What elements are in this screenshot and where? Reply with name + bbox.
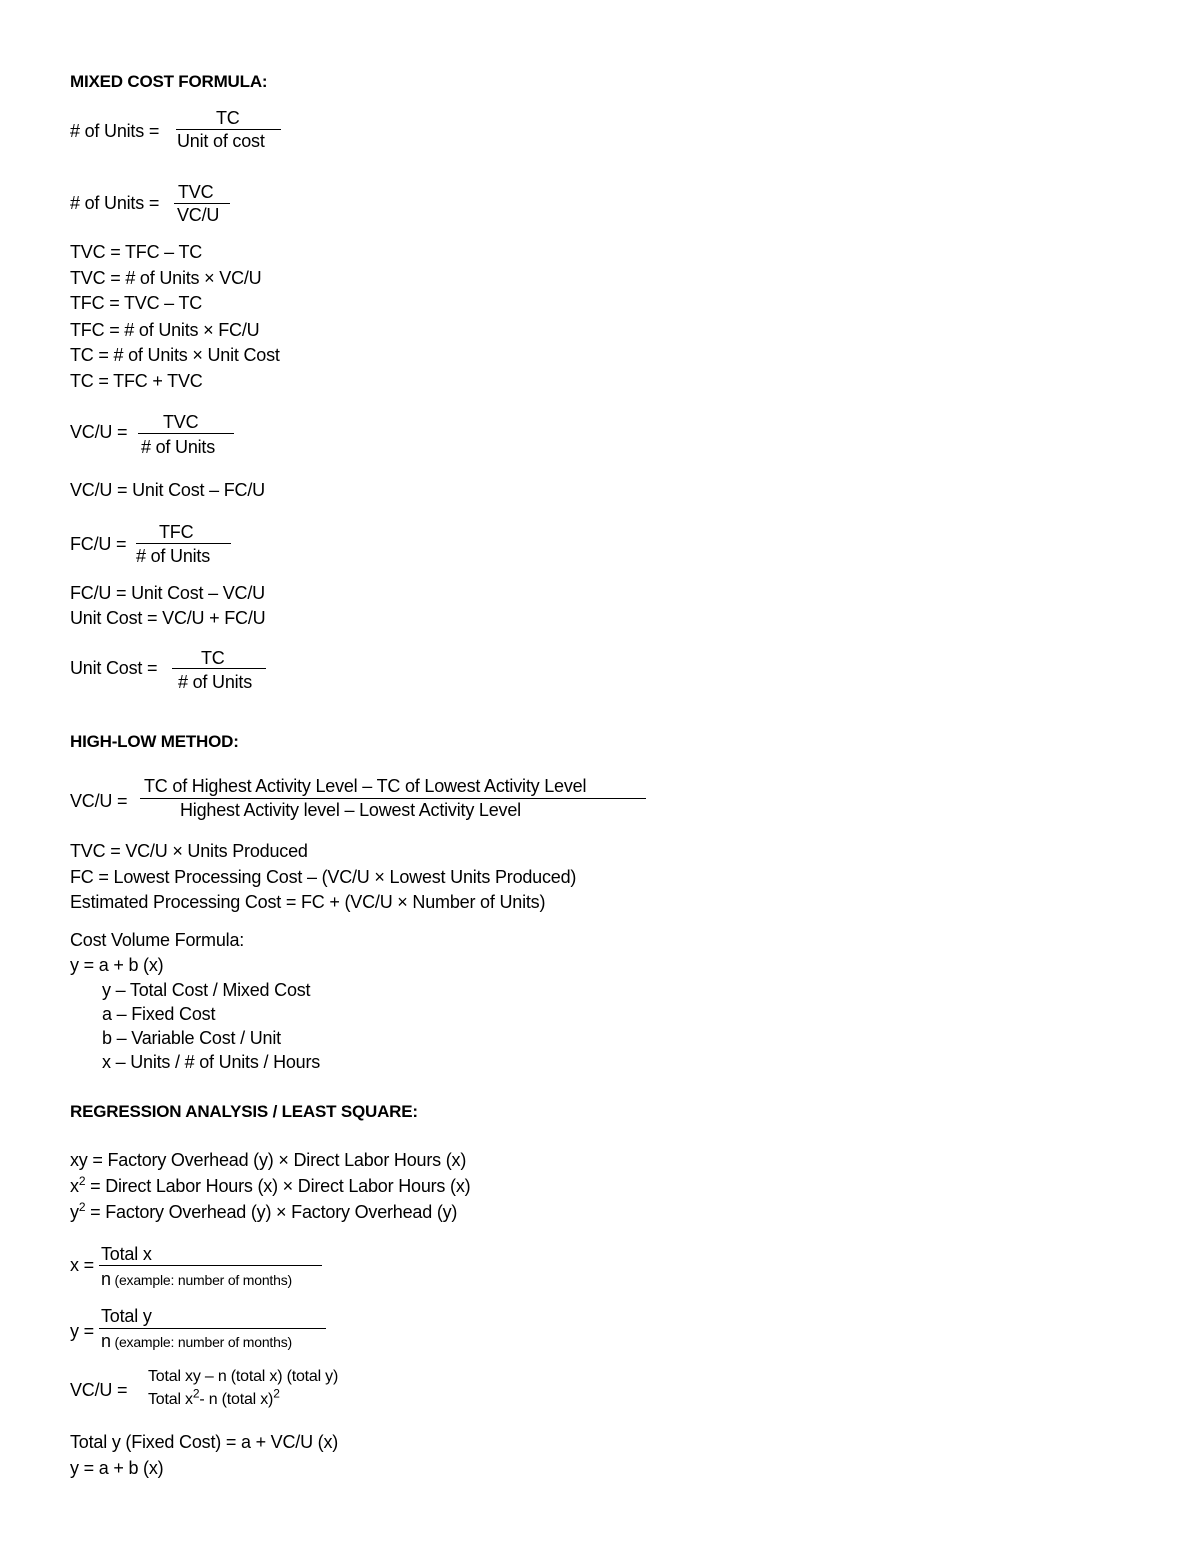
cost-volume-equation: y = a + b (x) <box>70 955 164 975</box>
formula-lhs: VC/U = <box>70 1380 128 1400</box>
formula-numerator: TVC <box>163 412 199 432</box>
formula-numerator: Total x <box>101 1244 152 1264</box>
fraction-bar <box>136 543 231 544</box>
formula-note: (example: number of months) <box>110 1334 292 1350</box>
formula-denominator: # of Units <box>141 437 216 457</box>
formula-denominator: # of Units <box>178 672 253 692</box>
formula-line: TVC = TFC – TC <box>70 242 203 262</box>
formula-line: Total y (Fixed Cost) = a + VC/U (x) <box>70 1432 339 1452</box>
fraction-bar <box>172 668 266 669</box>
formula-line: xy = Factory Overhead (y) × Direct Labor Hours (x) <box>70 1150 467 1170</box>
formula-line: FC/U = Unit Cost – VC/U <box>70 583 265 603</box>
formula-denominator: # of Units <box>136 546 211 566</box>
formula-line: TC = # of Units × Unit Cost <box>70 345 280 365</box>
formula-denominator: Unit of cost <box>177 131 265 151</box>
formula-denominator <box>101 1330 292 1353</box>
formula-lhs: # of Units = <box>70 121 160 141</box>
formula-lhs: Unit Cost = <box>70 658 158 678</box>
formula-lhs: # of Units = <box>70 193 160 213</box>
formula-lhs: VC/U = <box>70 791 128 811</box>
formula-numerator: Total y <box>101 1306 152 1326</box>
fraction-bar <box>99 1265 322 1266</box>
cost-volume-title: Cost Volume Formula: <box>70 930 245 950</box>
formula-rest: = Direct Labor Hours (x) × Direct Labor Hours (x) <box>85 1176 471 1196</box>
formula-line: TC = TFC + TVC <box>70 371 203 391</box>
formula-numerator: TFC <box>159 522 194 542</box>
cost-volume-item: x – Units / # of Units / Hours <box>102 1052 321 1072</box>
formula-denominator: VC/U <box>177 205 220 225</box>
formula-exponent: 2 <box>78 1174 86 1188</box>
fraction-bar <box>138 433 234 434</box>
formula-lhs: VC/U = <box>70 422 128 442</box>
section-heading-regression: REGRESSION ANALYSIS / LEAST SQUARE: <box>70 1102 418 1121</box>
formula-line: TVC = VC/U × Units Produced <box>70 841 308 861</box>
formula-line: FC = Lowest Processing Cost – (VC/U × Lowest Units Produced) <box>70 867 577 887</box>
formula-line: TVC = # of Units × VC/U <box>70 268 262 288</box>
formula-exponent: 2 <box>192 1386 200 1401</box>
formula-line: VC/U = Unit Cost – FC/U <box>70 480 265 500</box>
formula-line-y-squared <box>70 1201 457 1223</box>
formula-lhs: x = <box>70 1255 94 1275</box>
cost-volume-item: a – Fixed Cost <box>102 1004 216 1024</box>
formula-line: TFC = # of Units × FC/U <box>70 320 260 340</box>
formula-numerator: TC <box>216 108 240 128</box>
section-heading-mixed-cost: MIXED COST FORMULA: <box>70 72 268 91</box>
formula-denominator: Highest Activity level – Lowest Activity Level <box>180 800 521 820</box>
section-heading-high-low: HIGH-LOW METHOD: <box>70 732 239 751</box>
formula-term: - n (total x) <box>199 1391 274 1408</box>
formula-numerator: TVC <box>178 182 214 202</box>
formula-base: y <box>70 1202 79 1222</box>
formula-note: (example: number of months) <box>110 1272 292 1288</box>
formula-line: TFC = TVC – TC <box>70 293 203 313</box>
formula-line: Estimated Processing Cost = FC + (VC/U × Number of Units) <box>70 892 546 912</box>
fraction-bar <box>99 1328 326 1329</box>
formula-line: y = a + b (x) <box>70 1458 164 1478</box>
formula-line-x-squared <box>70 1175 470 1197</box>
formula-exponent: 2 <box>273 1386 280 1401</box>
cost-volume-item: b – Variable Cost / Unit <box>102 1028 281 1048</box>
formula-line: Unit Cost = VC/U + FC/U <box>70 608 266 628</box>
formula-n: n <box>101 1269 111 1289</box>
formula-lhs: FC/U = <box>70 534 127 554</box>
cost-volume-item: y – Total Cost / Mixed Cost <box>102 980 311 1000</box>
formula-numerator: Total xy – n (total x) (total y) <box>148 1368 339 1385</box>
formula-rest: = Factory Overhead (y) × Factory Overhead (y) <box>85 1202 458 1222</box>
formula-denominator <box>101 1268 292 1291</box>
formula-base: x <box>70 1176 79 1196</box>
formula-term: Total x <box>148 1391 193 1408</box>
formula-exponent: 2 <box>78 1200 86 1214</box>
formula-denominator <box>148 1386 280 1411</box>
formula-n: n <box>101 1331 111 1351</box>
formula-numerator: TC <box>201 648 225 668</box>
formula-numerator: TC of Highest Activity Level – TC of Lowest Activity Level <box>144 776 587 796</box>
formula-lhs: y = <box>70 1321 94 1341</box>
